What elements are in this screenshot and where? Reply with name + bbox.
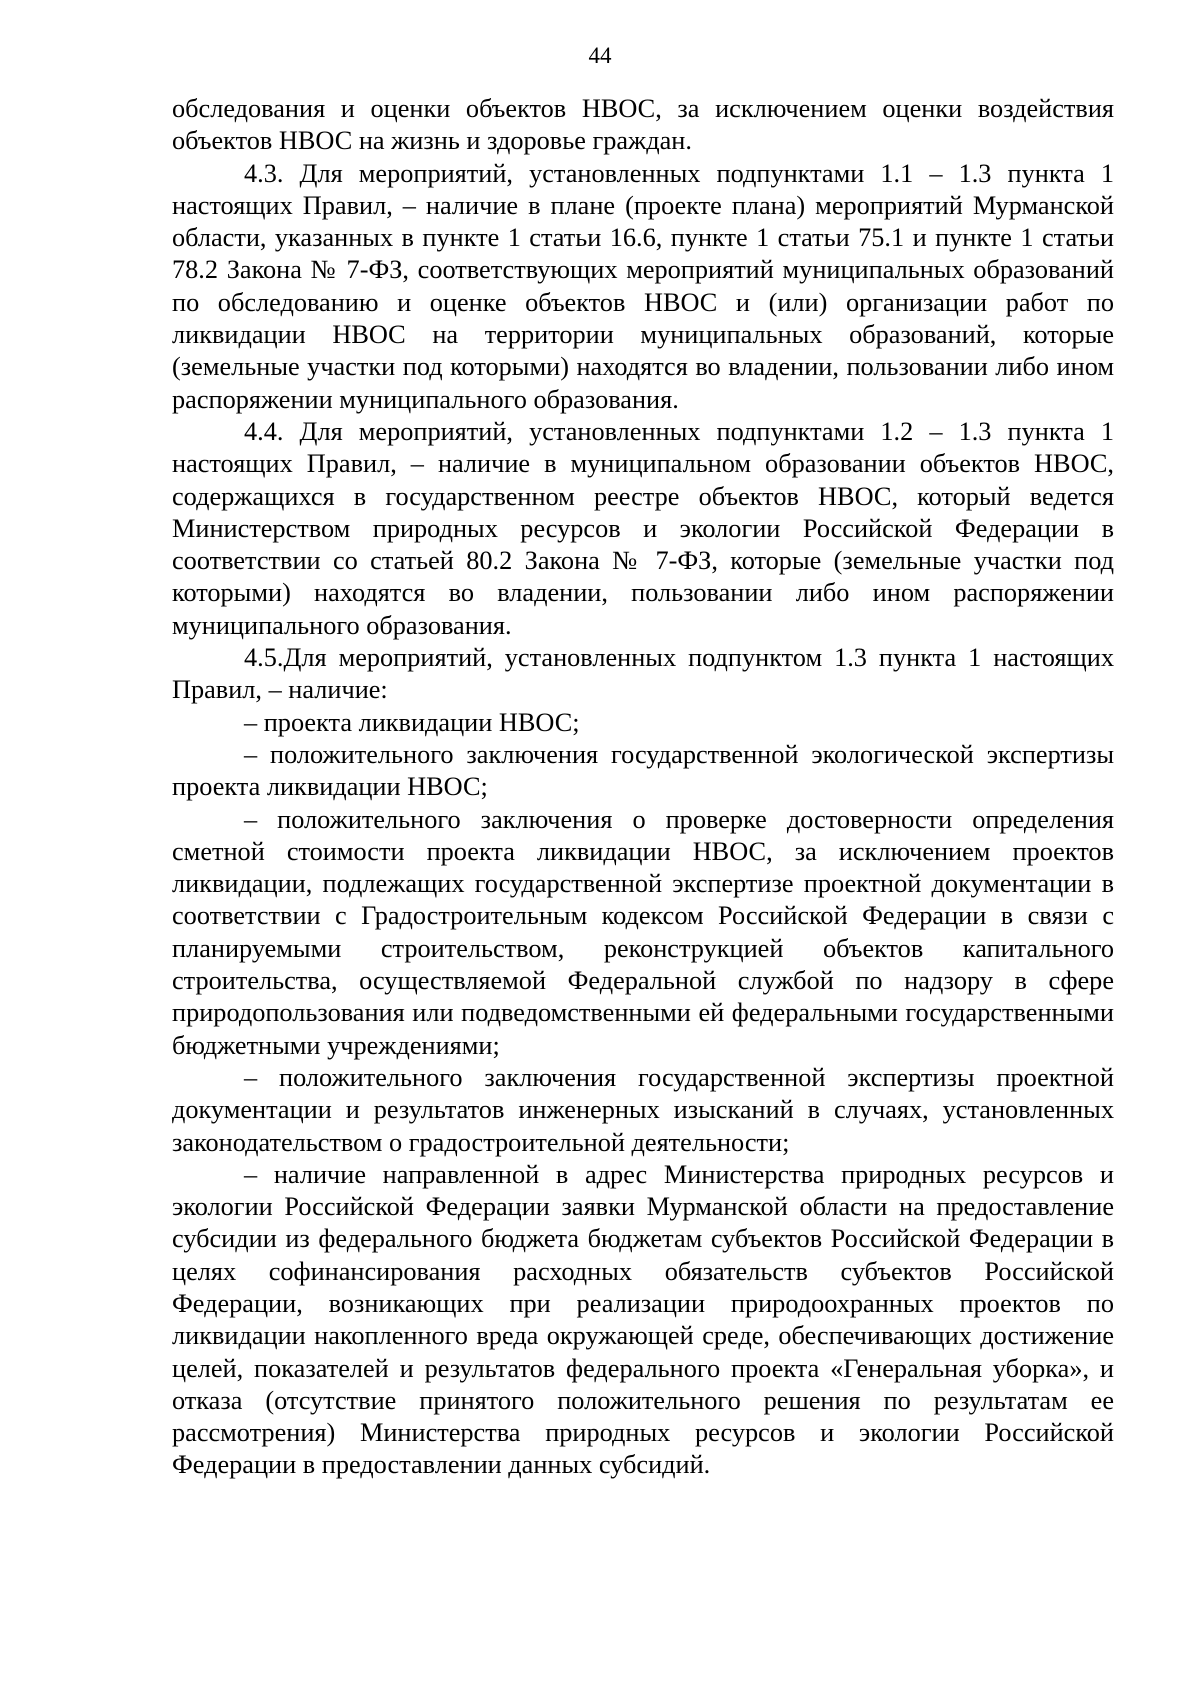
paragraph-4-3: 4.3. Для мероприятий, установленных подпунктами 1.1 – 1.3 пункта 1 настоящих Правил, – наличие в плане (проекте плана) мероприятий Мурманской области, указанных в пункте 1 статьи 16.6, пункте 1 статьи 75.1 и пункте 1 статьи 78.2 Закона № 7-ФЗ, соответствующих мероприятий муниципальных образований по обследованию и оценке объектов НВОС и (или) организации работ по ликвидации НВОС на территории муниципальных образований, которые (земельные участки под которыми) находятся во владении, пользовании либо ином распоряжении муниципального образования. [172,158,1114,414]
document-body [172,93,1114,1482]
page-number: 44 [588,43,612,68]
list-item-ecological-expertise: – положительного заключения государственной экологической экспертизы проекта ликвидации НВОС; [172,739,1114,802]
paragraph-4-4: 4.4. Для мероприятий, установленных подпунктами 1.2 – 1.3 пункта 1 настоящих Правил, – наличие в муниципальном образовании объектов НВОС, содержащихся в государственном реестре объектов НВОС, который ведется Министерством природных ресурсов и экологии Российской Федерации в соответствии со статьей 80.2 Закона № 7-ФЗ, которые (земельные участки под которыми) находятся во владении, пользовании либо ином распоряжении муниципального образования. [172,416,1114,640]
paragraph-4-5: 4.5.Для мероприятий, установленных подпунктом 1.3 пункта 1 настоящих Правил, – наличие: [172,643,1114,705]
list-item-subsidy-application: – наличие направленной в адрес Министерства природных ресурсов и экологии Российской Федерации заявки Мурманской области на предоставление субсидии из федерального бюджета бюджетам субъектов Российской Федерации в целях софинансирования расходных обязательств субъектов Российской Федерации, возникающих при реализации природоохранных проектов по ликвидации накопленного вреда окружающей среде, обеспечивающих достижение целей, показателей и результатов федерального проекта «Генеральная уборка», и отказа (отсутствие принятого положительного решения по результатам ее рассмотрения) Министерства природных ресурсов и экологии Российской Федерации в предоставлении данных субсидий. [172,1159,1114,1480]
list-item-liquidation-project: – проекта ликвидации НВОС; [244,707,580,737]
list-item-state-expertise: – положительного заключения государственной экспертизы проектной документации и результатов инженерных изысканий в случаях, установленных законодательством о градостроительной деятельности; [172,1062,1114,1157]
list-item-cost-verification: – положительного заключения о проверке достоверности определения сметной стоимости проекта ликвидации НВОС, за исключением проектов ликвидации, подлежащих государственной экспертизе проектной документации в соответствии с Градостроительным кодексом Российской Федерации в связи с планируемыми строительством, реконструкцией объектов капитального строительства, осуществляемой Федеральной службой по надзору в сфере природопользования или подведомственными ей федеральными государственными бюджетными учреждениями; [172,804,1114,1060]
paragraph-continuation: обследования и оценки объектов НВОС, за исключением оценки воздействия объектов НВОС на жизнь и здоровье граждан. [172,94,1114,156]
